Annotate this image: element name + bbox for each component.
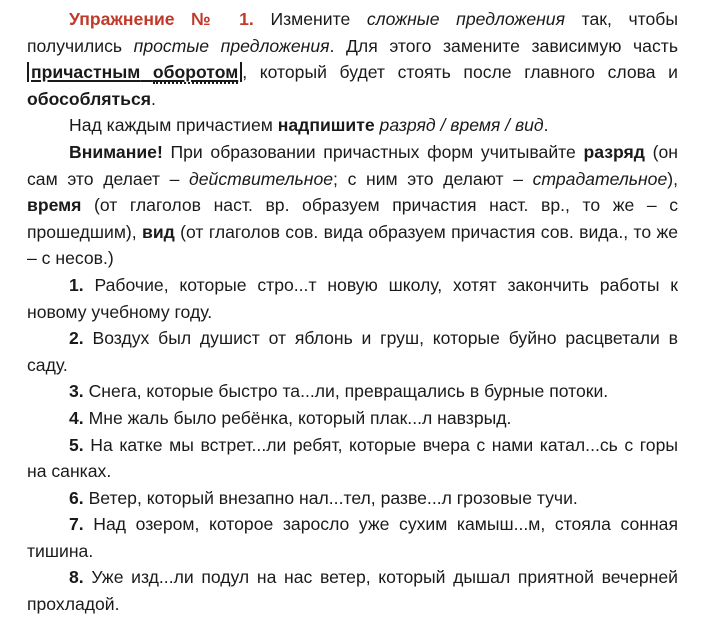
participial-phrase-term: причастным оборотом <box>27 62 242 82</box>
write-term: надпишите <box>277 115 375 136</box>
sentence-text: На катке мы встрет...ли ребят, которые вчера с нами катал...сь с горы на санках. <box>27 434 678 482</box>
sentence-number: 2. <box>69 328 84 349</box>
passive-term: страдательное <box>532 168 668 189</box>
isolate-term: обособляться <box>27 88 152 109</box>
sentence-item <box>27 325 678 378</box>
sentence-item <box>27 378 678 405</box>
aspect-term: вид <box>142 221 175 242</box>
tense-term: время <box>27 195 82 216</box>
simple-sentences-term: простые предложения <box>133 35 330 56</box>
sentence-item <box>27 511 678 564</box>
sentence-item <box>27 485 678 512</box>
sentence-text: Снега, которые быстро та...ли, превращались в бурные потоки. <box>83 381 609 402</box>
sentence-number: 3. <box>69 381 84 402</box>
categories-term: разряд / время / вид <box>379 115 544 136</box>
sentence-number: 6. <box>69 487 84 508</box>
attention-paragraph: Внимание! При образовании причастных форм учитывайте разряд (он сам это делает – действительное; с ним это делают – страдательное), время (от глаголов наст. вр. образуем причастия наст. вр., то же – с прошедшим), вид (от глаголов сов. вида образуем причастия сов. вида., то же – с несов.) <box>27 141 678 269</box>
sentence-text: Уже изд...ли подул на нас ветер, который дышал приятной вечерней прохладой. <box>27 567 678 615</box>
sentence-item <box>27 272 678 325</box>
instruction-paragraph: Над каждым причастием надпишите разряд / время / вид. <box>69 115 549 136</box>
sentence-number: 5. <box>69 434 84 455</box>
sentence-text: Ветер, который внезапно нал...тел, разве...л грозовые тучи. <box>83 487 578 508</box>
sentence-number: 4. <box>69 407 84 428</box>
sentence-item <box>27 432 678 485</box>
exercise-title: Упражнение № 1. <box>69 9 254 29</box>
attention-label: Внимание! <box>69 141 163 162</box>
exercise-intro: Упражнение № 1. Измените сложные предложения так, чтобы получились простые предложения. Для этого замените зависимую часть причастным оборотом , который будет стоять после главного слова и обособляться. <box>27 9 679 109</box>
sentence-text: Воздух был душист от яблонь и груш, которые буйно расцветали в саду. <box>27 328 678 375</box>
sentence-item <box>27 405 678 432</box>
sentence-text: Мне жаль было ребёнка, который плак...л навзрыд. <box>83 407 512 428</box>
sentence-number: 1. <box>69 274 84 295</box>
complex-sentences-term: сложные предложения <box>366 9 565 29</box>
kind-term: разряд <box>583 141 645 162</box>
sentence-item <box>27 564 678 617</box>
sentence-number: 7. <box>69 514 84 535</box>
sentence-number: 8. <box>69 567 84 588</box>
sentence-text: Над озером, которое заросло уже сухим камыш...м, стояла сонная тишина. <box>27 514 678 561</box>
active-term: действительное <box>189 168 334 189</box>
sentence-text: Рабочие, которые стро...т новую школу, хотят закончить работы к новому учебному году. <box>27 274 678 322</box>
